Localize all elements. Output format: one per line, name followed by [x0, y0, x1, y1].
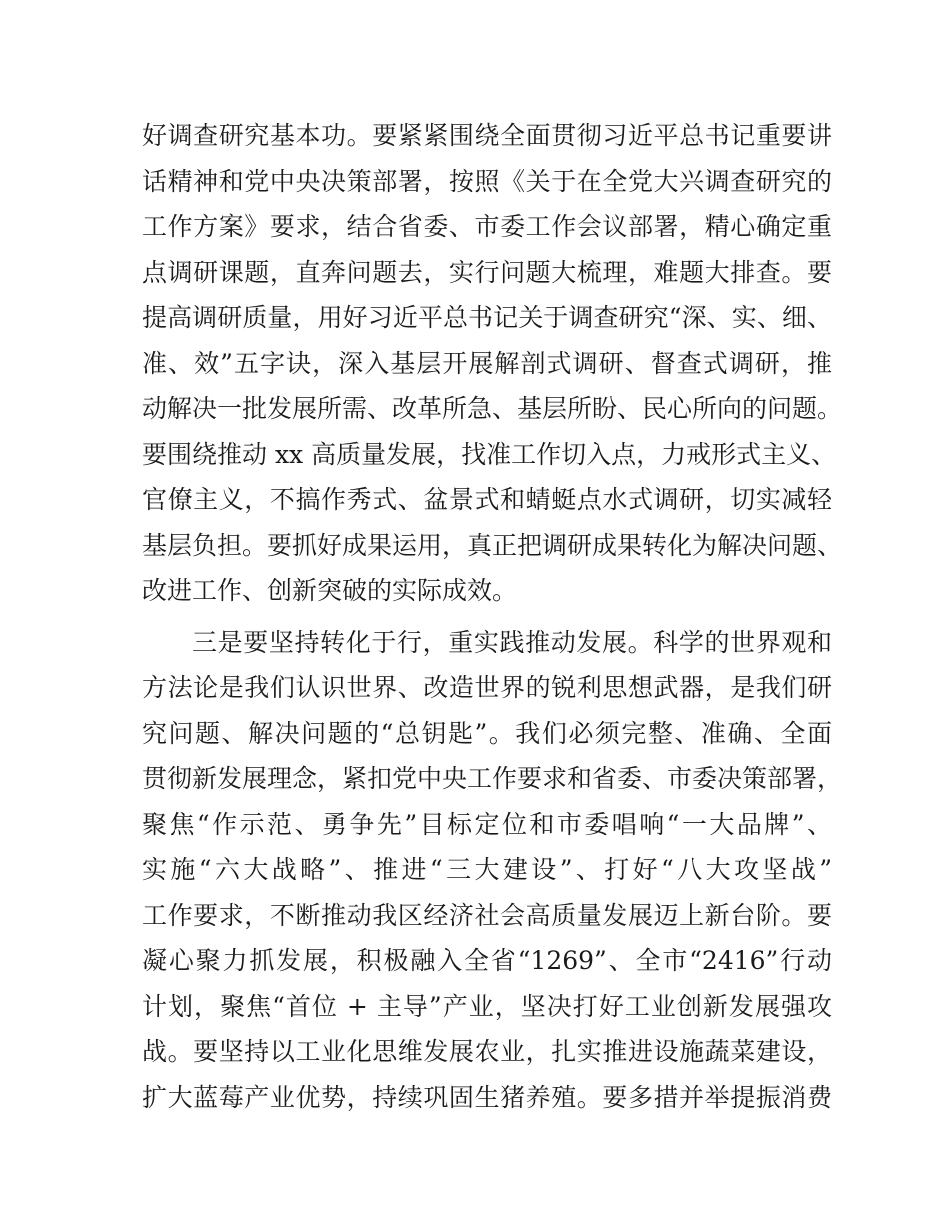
paragraph-research: [142, 113, 843, 614]
text-line: 战。要坚持以工业化思维发展农业，扎实推进设施蔬菜建设，: [142, 1037, 832, 1066]
text-line: 好调查研究基本功。要紧紧围绕全面贯彻习近平总书记重要讲: [142, 121, 832, 150]
text-line: 凝心聚力抓发展，积极融入全省“1269”、全市“2416”行动: [142, 946, 832, 975]
text-line: 准、效”五字诀，深入基层开展解剖式调研、督查式调研，推: [142, 348, 832, 378]
text-line: 方法论是我们认识世界、改造世界的锐利思想武器，是我们研: [142, 673, 832, 702]
text-line: 扩大蓝莓产业优势，持续巩固生猪养殖。要多措并举提振消费: [142, 1082, 832, 1112]
text-line: 贯彻新发展理念，紧扣党中央工作要求和省委、市委决策部署，: [142, 764, 843, 793]
text-line: 基层负担。要抓好成果运用，真正把调研成果转化为解决问题、: [142, 530, 843, 560]
text-line: 三是要坚持转化于行，重实践推动发展。科学的世界观和: [192, 627, 832, 657]
text-line: 工作方案》要求，结合省委、市委工作会议部署，精心确定重: [142, 212, 832, 241]
text-line: 提高调研质量，用好习近平总书记关于调查研究“深、实、细、: [142, 303, 832, 332]
text-line: 点调研课题，直奔问题去，实行问题大梳理，难题大排查。要: [142, 257, 832, 287]
text-line: 实施“六大战略”、推进“三大建设”、打好“八大攻坚战”: [142, 855, 832, 884]
text-line: 改进工作、创新突破的实际成效。: [142, 576, 518, 605]
text-line: 工作要求，不断推动我区经济社会高质量发展迈上新台阶。要: [142, 900, 832, 930]
text-line: 官僚主义，不搞作秀式、盆景式和蜻蜓点水式调研，切实减轻: [142, 485, 832, 514]
text-line: 聚焦“作示范、勇争先”目标定位和市委唱响“一大品牌”、: [142, 809, 832, 839]
text-line: 要围绕推动 xx 高质量发展，找准工作切入点，力戒形式主义、: [142, 439, 837, 469]
text-line: 话精神和党中央决策部署，按照《关于在全党大兴调查研究的: [142, 166, 832, 196]
paragraph-practice: [142, 620, 843, 1121]
text-line: 计划，聚焦“首位 + 主导”产业，坚决打好工业创新发展强攻: [142, 991, 832, 1021]
text-line: 动解决一批发展所需、改革所急、基层所盼、民心所向的问题。: [142, 394, 843, 423]
document-body: [142, 113, 843, 1120]
text-line: 究问题、解决问题的“总钥匙”。我们必须完整、准确、全面: [142, 718, 832, 748]
